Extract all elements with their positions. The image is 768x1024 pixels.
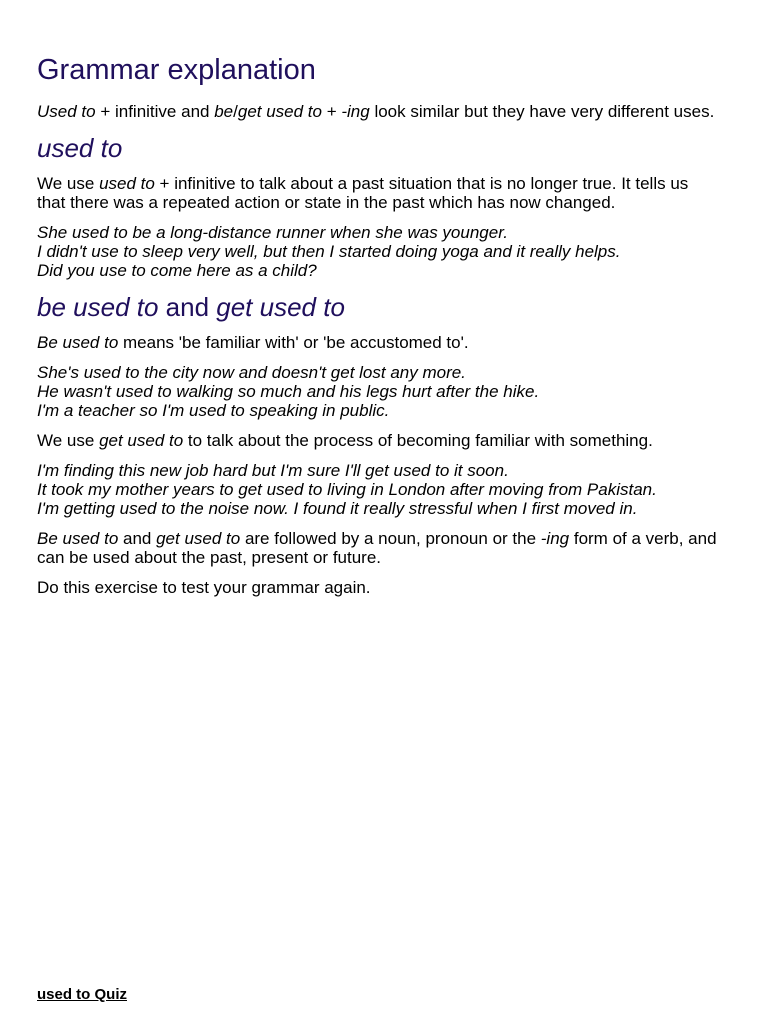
get-used-to-text-2: to talk about the process of becoming familiar with something. [183,431,653,450]
be-used-to-examples [37,363,717,420]
be-used-to-text: means 'be familiar with' or 'be accustomed to'. [118,333,469,352]
section-heading-be-used-to: be used to [37,292,159,322]
exercise-prompt: Do this exercise to test your grammar again. [37,578,371,597]
usage-text-1: and [118,529,157,548]
intro-term-used-to: Used to [37,102,96,121]
section-heading-used-to [37,132,717,164]
intro-term-get-used-to: get used to [237,102,322,121]
section-heading-get-used-to: get used to [216,292,345,322]
get-used-to-term: get used to [99,431,184,450]
intro-slash: / [233,102,238,121]
usage-note [37,529,717,567]
get-used-to-examples [37,461,717,518]
intro-term-ing: -ing [341,102,370,121]
usage-text-2: are followed by a noun, pronoun or the [240,529,541,548]
example-sentence: She used to be a long-distance runner when she was younger. [37,223,508,242]
example-sentence: It took my mother years to get used to living in London after moving from Pakistan. [37,480,657,499]
be-used-to-term: Be used to [37,333,119,352]
usage-term-ing: -ing [540,529,570,548]
used-to-explanation-text-2: + infinitive to talk about a past situation that is no longer true. It tells us that there was a repeated action or state in the past which has now changed. [37,174,689,212]
intro-term-be: be [214,102,234,121]
quiz-link[interactable]: used to Quiz [37,986,127,1003]
intro-text-2: + [321,102,342,121]
section-heading-be-get-used-to [37,291,717,323]
usage-text-3: form of a verb, and can be used about the past, present or future. [37,529,717,567]
section-heading-used-to-text: used to [37,133,123,163]
be-used-to-explanation [37,333,717,352]
example-sentence: He wasn't used to walking so much and his legs hurt after the hike. [37,382,540,401]
usage-term-get-used-to: get used to [156,529,241,548]
intro-text-3: look similar but they have very different uses. [369,102,715,121]
used-to-examples [37,223,717,280]
example-sentence: She's used to the city now and doesn't get lost any more. [37,363,466,382]
example-sentence: I didn't use to sleep very well, but then I started doing yoga and it really helps. [37,242,621,261]
get-used-to-text-1: We use [37,431,100,450]
section-heading-and: and [158,292,217,322]
grammar-document [37,52,717,608]
used-to-explanation-term: used to [99,174,155,193]
intro-text-1: + infinitive and [95,102,215,121]
example-sentence: I'm getting used to the noise now. I found it really stressful when I first moved in. [37,499,638,518]
used-to-explanation [37,174,717,212]
usage-term-be-used-to: Be used to [37,529,119,548]
used-to-explanation-text-1: We use [37,174,100,193]
example-sentence: Did you use to come here as a child? [37,261,317,280]
get-used-to-explanation [37,431,717,450]
intro-paragraph [37,102,717,121]
example-sentence: I'm a teacher so I'm used to speaking in public. [37,401,390,420]
page-title: Grammar explanation [37,54,316,86]
example-sentence: I'm finding this new job hard but I'm sure I'll get used to it soon. [37,461,509,480]
